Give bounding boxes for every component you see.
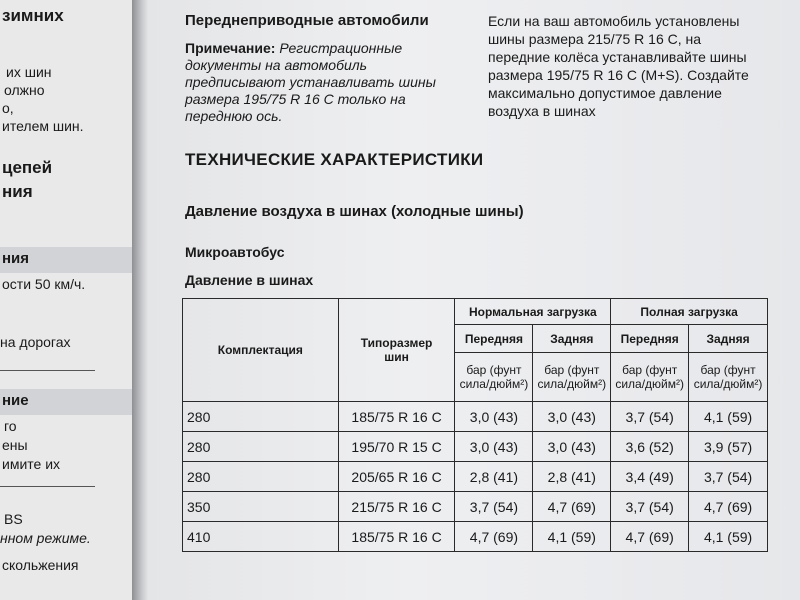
- note-line: переднюю ось.: [185, 108, 283, 124]
- column-header-config: Комплектация: [183, 299, 339, 402]
- pressure-cell: 3,9 (57): [689, 432, 768, 462]
- group-header-full: Полная загрузка: [611, 299, 768, 325]
- unit-cell: бар (фунт сила/дюйм²): [533, 353, 611, 402]
- header-front: Передняя: [455, 325, 533, 353]
- front-drive-heading: Переднеприводные автомобили: [185, 12, 429, 29]
- side-line: Если на ваш автомобиль установлены: [488, 13, 740, 29]
- minibus-heading: Микроавтобус: [185, 244, 285, 260]
- left-fragment: ния: [2, 250, 30, 267]
- pressure-cell: 3,0 (43): [533, 402, 611, 432]
- size-header-line: Типоразмер: [360, 336, 433, 350]
- left-fragment: го: [4, 418, 17, 434]
- table-row: [183, 492, 768, 522]
- left-fragment: на дорогах: [0, 334, 71, 350]
- config-cell: 280: [183, 402, 339, 432]
- pressure-cell: 4,1 (59): [689, 402, 768, 432]
- group-header-normal: Нормальная загрузка: [455, 299, 611, 325]
- pressure-cell: 3,0 (43): [455, 402, 533, 432]
- book-gutter: [132, 0, 148, 600]
- tire-size-cell: 185/75 R 16 C: [338, 522, 455, 552]
- table-row: [183, 402, 768, 432]
- pressure-cell: 3,7 (54): [611, 492, 689, 522]
- left-fragment: скольжения: [2, 557, 79, 573]
- config-cell: 280: [183, 432, 339, 462]
- left-fragment: BS: [4, 511, 23, 527]
- table-row: [183, 462, 768, 492]
- pressure-cell: 4,7 (69): [533, 492, 611, 522]
- left-fragment: их шин: [6, 64, 52, 80]
- left-fragment: цепей: [2, 158, 53, 177]
- left-fragment: зимних: [2, 6, 64, 25]
- unit-cell: бар (фунт сила/дюйм²): [611, 353, 689, 402]
- left-fragment: имите их: [2, 456, 61, 472]
- config-cell: 350: [183, 492, 339, 522]
- side-line: размера 195/75 R 16 C (M+S). Создайте: [488, 67, 749, 83]
- tire-pressure-heading: Давление воздуха в шинах (холодные шины): [185, 203, 524, 220]
- header-rear: Задняя: [689, 325, 768, 353]
- pressure-cell: 4,7 (69): [455, 522, 533, 552]
- unit-cell: бар (фунт сила/дюйм²): [455, 353, 533, 402]
- pressure-cell: 3,0 (43): [533, 432, 611, 462]
- column-header-size: [338, 299, 455, 402]
- left-fragment: ителем шин.: [2, 118, 84, 134]
- left-fragment: ние: [2, 392, 29, 409]
- left-page: [0, 0, 133, 600]
- registration-note: [185, 40, 436, 125]
- pressure-cell: 3,6 (52): [611, 432, 689, 462]
- header-front: Передняя: [611, 325, 689, 353]
- tire-size-cell: 195/70 R 15 C: [338, 432, 455, 462]
- header-rear: Задняя: [533, 325, 611, 353]
- left-fragment: ости 50 км/ч.: [2, 276, 86, 292]
- pressure-cell: 3,7 (54): [455, 492, 533, 522]
- left-fragment: олжно: [4, 82, 45, 98]
- size-header-line: шин: [384, 350, 409, 364]
- tire-size-cell: 185/75 R 16 C: [338, 402, 455, 432]
- pressure-cell: 3,4 (49): [611, 462, 689, 492]
- side-line: шины размера 215/75 R 16 C, на: [488, 31, 702, 47]
- note-label: Примечание:: [185, 40, 276, 56]
- table-row: [183, 522, 768, 552]
- note-line: Регистрационные: [279, 40, 403, 56]
- pressure-subheading: Давление в шинах: [185, 272, 314, 288]
- side-line: максимально допустимое давление: [488, 85, 722, 101]
- tech-specs-heading: ТЕХНИЧЕСКИЕ ХАРАКТЕРИСТИКИ: [185, 150, 484, 169]
- note-line: документы на автомобиль: [185, 57, 367, 73]
- note-line: размера 195/75 R 16 C только на: [185, 91, 406, 107]
- note-line: предписывают устанавливать шины: [185, 74, 436, 90]
- pressure-cell: 4,7 (69): [611, 522, 689, 552]
- left-fragment: о,: [2, 100, 14, 116]
- pressure-cell: 4,1 (59): [689, 522, 768, 552]
- config-cell: 410: [183, 522, 339, 552]
- tire-size-instruction: [488, 12, 749, 120]
- left-fragment: ены: [2, 437, 28, 453]
- side-line: передние колёса устанавливайте шины: [488, 49, 747, 65]
- pressure-cell: 2,8 (41): [455, 462, 533, 492]
- tire-size-cell: 205/65 R 16 C: [338, 462, 455, 492]
- config-cell: 280: [183, 462, 339, 492]
- unit-cell: бар (фунт сила/дюйм²): [689, 353, 768, 402]
- side-line: воздуха в шинах: [488, 103, 596, 119]
- tire-size-cell: 215/75 R 16 C: [338, 492, 455, 522]
- pressure-cell: 3,7 (54): [611, 402, 689, 432]
- pressure-cell: 3,7 (54): [689, 462, 768, 492]
- tire-pressure-table: [182, 298, 768, 552]
- pressure-cell: 4,7 (69): [689, 492, 768, 522]
- left-fragment: нном режиме.: [0, 530, 91, 546]
- table-row: [183, 432, 768, 462]
- pressure-cell: 2,8 (41): [533, 462, 611, 492]
- pressure-cell: 4,1 (59): [533, 522, 611, 552]
- pressure-cell: 3,0 (43): [455, 432, 533, 462]
- left-fragment: ния: [2, 182, 33, 201]
